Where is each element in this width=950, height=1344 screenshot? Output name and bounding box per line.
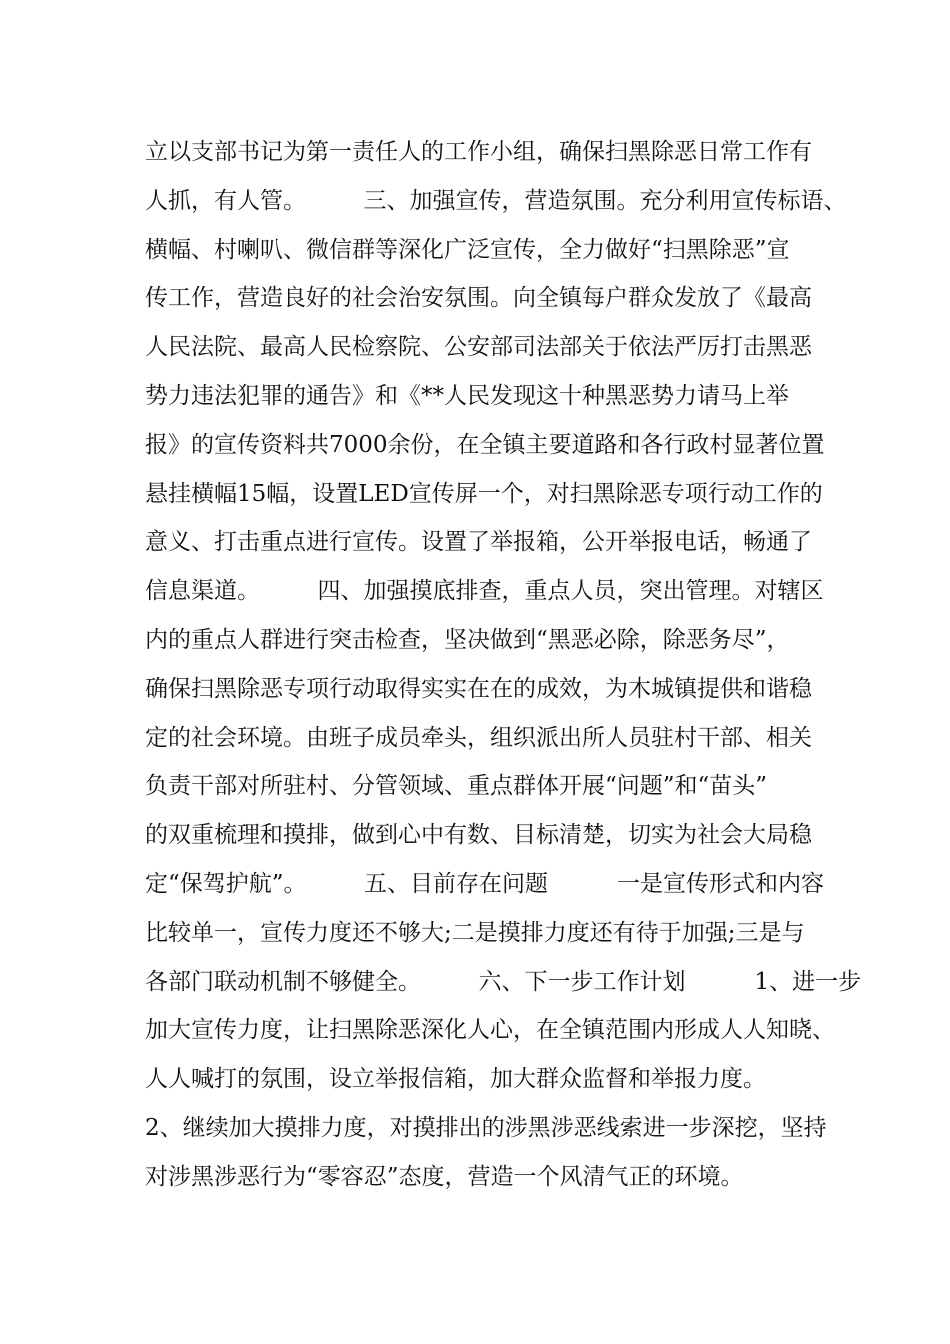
text-line: 人人喊打的氛围，设立举报信箱，加大群众监督和举报力度。 [145,1066,766,1093]
text-line: 负责干部对所驻村、分管领域、重点群体开展“问题”和“苗头” [145,773,768,800]
text-line: 立以支部书记为第一责任人的工作小组，确保扫黑除恶日常工作有 [145,139,812,165]
text-line: 各部门联动机制不够健全。 六、下一步工作计划 1、进一步 [145,968,862,995]
text-line: 横幅、村喇叭、微信群等深化广泛宣传，全力做好“扫黑除恶”宣 [145,236,790,263]
text-line: 报》的宣传资料共7000余份，在全镇主要道路和各行政村显著位置 [145,431,825,458]
text-line: 传工作，营造良好的社会治安氛围。向全镇每户群众发放了《最高 [145,285,812,312]
text-line: 意义、打击重点进行宣传。设置了举报箱，公开举报电话，畅通了 [145,529,812,556]
text-line: 的双重梳理和摸排，做到心中有数、目标清楚，切实为社会大局稳 [145,822,812,849]
text-line: 势力违法犯罪的通告》和《**人民发现这十种黑恶势力请马上举 [145,382,789,409]
text-line: 人抓，有人管。 三、加强宣传，营造氛围。充分利用宣传标语、 [145,187,847,214]
text-line: 定“保驾护航”。 五、目前存在问题 一是宣传形式和内容 [145,870,825,897]
text-line: 加大宣传力度，让扫黑除恶深化人心，在全镇范围内形成人人知晓、 [145,1017,835,1044]
text-line: 对涉黑涉恶行为“零容忍”态度，营造一个风清气正的环境。 [145,1163,744,1190]
body-text [145,128,862,1202]
text-line: 悬挂横幅15幅，设置LED宣传屏一个，对扫黑除恶专项行动工作的 [145,480,823,507]
text-line: 比较单一，宣传力度还不够大;二是摸排力度还有待于加强;三是与 [145,919,805,946]
text-line: 2、继续加大摸排力度，对摸排出的涉黑涉恶线索进一步深挖，坚持 [145,1114,827,1141]
text-line: 确保扫黑除恶专项行动取得实实在在的成效，为木城镇提供和谐稳 [145,675,812,702]
text-line: 定的社会环境。由班子成员牵头，组织派出所人员驻村干部、相关 [145,724,812,751]
text-line: 人民法院、最高人民检察院、公安部司法部关于依法严厉打击黑恶 [145,334,812,361]
text-line: 信息渠道。 四、加强摸底排查，重点人员，突出管理。对辖区 [145,578,824,605]
text-line: 内的重点人群进行突击检查，坚决做到“黑恶必除，除恶务尽”， [145,626,790,653]
